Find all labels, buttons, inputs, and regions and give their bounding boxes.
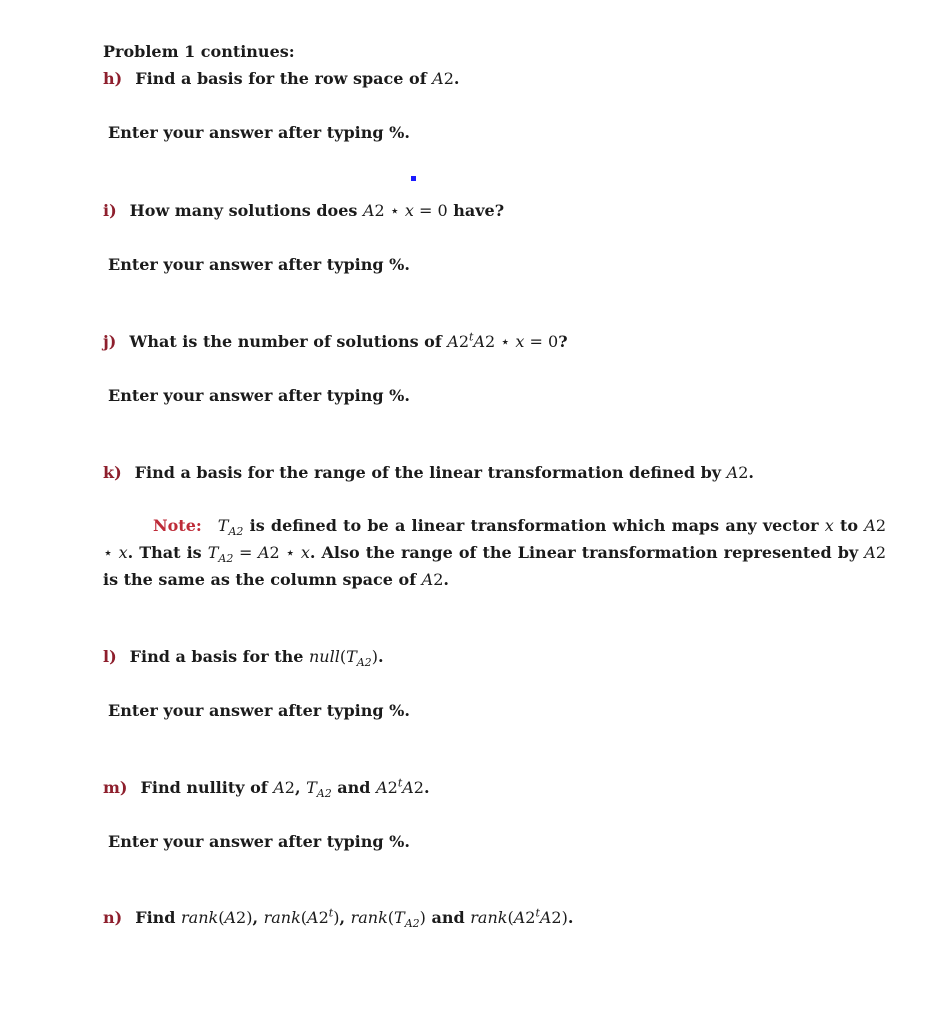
note-paragraph: [103, 512, 886, 593]
item-m: [103, 774, 893, 801]
item-j-text: What is the number of solutions of A2$^t$A2 ⋆ x = 0?: [129, 330, 568, 351]
answer-prompt-h: Enter your answer after typing %.: [108, 123, 410, 142]
item-i-text: How many solutions does A2 ⋆ x = 0 have?: [129, 201, 505, 220]
document-content: [103, 38, 893, 931]
item-k: [103, 459, 893, 486]
item-l: [103, 643, 893, 670]
item-n: [103, 904, 893, 931]
item-h: [103, 65, 893, 92]
item-h-letter: h): [103, 69, 123, 88]
item-i: [103, 197, 893, 224]
item-i-letter: i): [103, 201, 117, 220]
item-m-letter: m): [103, 778, 128, 797]
item-m-text: Find nullity of A2, $T_{A2}$ and A2$^t$A2.: [140, 776, 430, 801]
item-j-letter: j): [103, 332, 117, 351]
answer-prompt-l: Enter your answer after typing %.: [108, 701, 410, 720]
item-n-text: Find rank(A2), rank(A2$^t$), $rank(T_{A2})$ and rank(A2$^t$A2).: [135, 906, 574, 931]
item-j: [103, 328, 893, 355]
item-l-text: Find a basis for the $null(T_{A2})$.: [129, 647, 384, 670]
answer-prompt-i: Enter your answer after typing %.: [108, 255, 410, 274]
item-h-text: Find a basis for the row space of A2.: [135, 69, 460, 88]
note-label: Note:: [153, 516, 202, 535]
item-n-letter: n): [103, 908, 123, 927]
item-l-letter: l): [103, 647, 117, 666]
answer-prompt-j: Enter your answer after typing %.: [108, 386, 410, 405]
note-body: $T_{A2}$ is defined to be a linear transformation which maps any vector x to A2 ⋆ x. That is $T_{A2} = A2$ ⋆ x. Also the range of the Linear transformation represented by A2 is the same as the column space of A2.: [103, 516, 887, 589]
answer-prompt-m: Enter your answer after typing %.: [108, 832, 410, 851]
page-title: Problem 1 continues:: [103, 42, 295, 61]
item-k-text: Find a basis for the range of the linear transformation defined by A2.: [134, 463, 754, 482]
item-k-letter: k): [103, 463, 122, 482]
